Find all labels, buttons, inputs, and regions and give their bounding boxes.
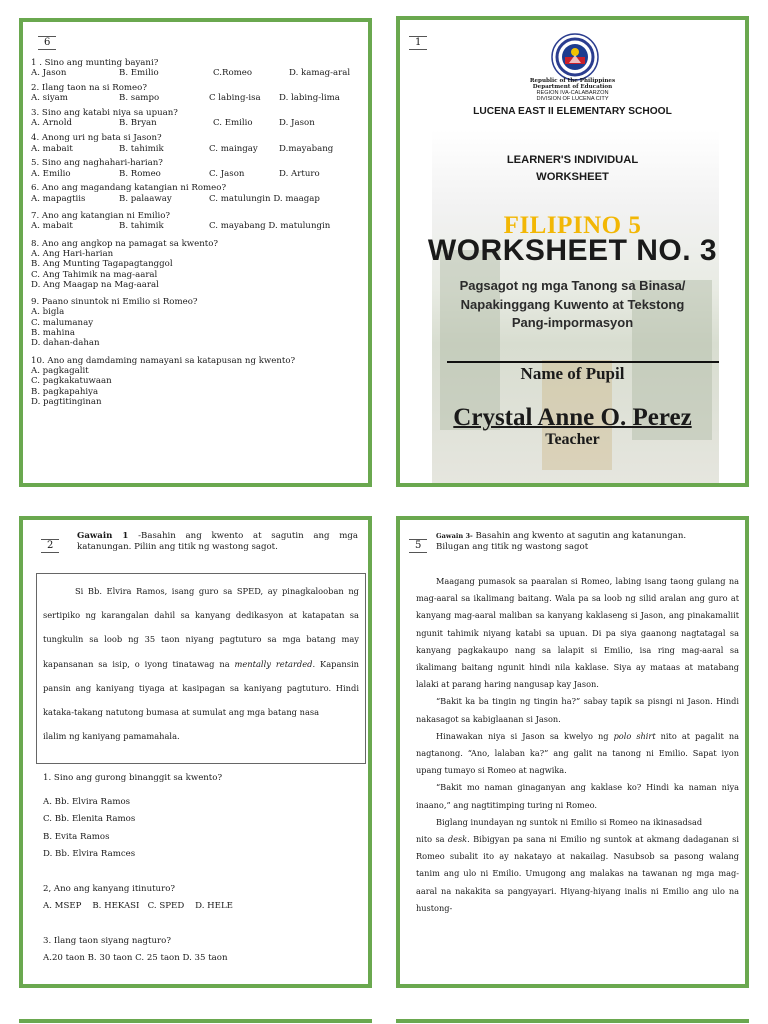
page-number: 6 <box>38 36 56 50</box>
question-3: 3. Ilang taon siyang nagturo? A.20 taon B. 30 taon C. 25 taon D. 35 taon <box>43 935 228 963</box>
worksheet-page-5 <box>396 516 749 988</box>
teacher-label: Teacher <box>545 431 600 448</box>
worksheet-number: WORKSHEET NO. 3 <box>427 234 718 267</box>
question-4: 4. Anong uri ng bata si Jason? A. mabait B. tahimik C. maingay D.mayabang <box>31 133 334 154</box>
worksheet-cover-page <box>396 16 749 487</box>
story-passage: Maagang pumasok sa paaralan si Romeo, labing isang taong gulang na mag-aaral sa ikalimang baitang. Wala pa sa loob ng silid aralan ang guro at kanyang mag-aaral maliban sa kanyang kaklaseng si Jason, ang pinakamaliit ngunit tahimik niyang katabi sa upuan. Di pa siya gaanong nagtatagal sa kanyang pagkakaupo nang sa lalapit si Emilio, isa ring mag-aaral sa ikalimang baitang ngunit hindi nila kaklase. Siya ay mataas at matabang lalaki at parang haring nangusap kay Jason. “Bakit ka ba tingin ng tingin ha?” sabay tapik sa pisngi ni Jason. Hindi nakasagot sa kabiglaanan si Jason. Hinawakan niya si Jason sa kwelyo ng polo shirt nito at pagalit na nagtanong. “Ano, lalaban ka?” ang galit na tanong ni Emilio. Sapat iyon upang tumayo si Romeo at nagwika. “Bakit mo naman ginaganyan ang kaklase ko? Hindi ka naman niya inaano,” ang nagtitimping turing ni Romeo. Biglang inundayan ng suntok ni Emilio si Romeo na ikinasadsad nito sa desk. Bibigyan pa sana ni Emilio ng suntok at akmang dadaganan si Romeo subalit ito ay nakatayo at nakailag. Nasubsob sa pasong walang tanim ang ulo ni Emilio. Umugong ang malakas na tawanan ng mga mag-aaral na nakakita sa pangyayari. Hiyang-hiyang inalis ni Emilio ang ulo na hustong- <box>416 576 739 913</box>
question-8: 8. Ano ang angkop na pamagat sa kwento? A. Ang Hari-harian B. Ang Munting Tagapagtanggol C. Ang Tahimik na mag-aaral D. Ang Maagap na Mag-aaral <box>31 238 219 290</box>
page-number: 5 <box>409 539 427 553</box>
teacher-name: Crystal Anne O. Perez <box>453 404 692 431</box>
division-text: DIVISION OF LUCENA CITY <box>536 96 609 102</box>
question-1: 1. Sino ang gurong binanggit sa kwento? A. Bb. Elvira Ramos C. Bb. Elenita Ramos B. Evita Ramos D. Bb. Elvira Ramces <box>43 773 223 859</box>
question-9: 9. Paano sinuntok ni Emilio si Romeo? A. bigla C. malumanay B. mahina D. dahan-dahan <box>31 297 198 349</box>
question-1: 1 . Sino ang munting bayani? A. Jason B. Emilio C.Romeo D. kamag-aral <box>31 58 351 79</box>
quiz-questions <box>31 58 362 412</box>
name-of-pupil-label: Name of Pupil <box>520 364 625 383</box>
gawain-1-instructions: Gawain 1 -Basahin ang kwento at sagutin ang mga katanungan. Piliin ang titik ng wastong sagot. <box>77 531 359 552</box>
question-10: 10. Ano ang damdaming namayani sa katapusan ng kwento? A. pagkagalit C. pagkakatuwaan B. pagkapahiya D. pagtitinginan <box>31 355 296 407</box>
page-number: 2 <box>41 539 59 553</box>
gawain-1-questions <box>43 770 358 968</box>
name-line <box>447 361 719 363</box>
worksheet-page-2 <box>19 516 372 988</box>
region-text: REGION IVA-CALABARZON <box>536 90 609 96</box>
next-page-border-left <box>19 1019 372 1024</box>
republic-text: Republic of the Philippines <box>529 78 616 84</box>
department-text: Department of Education <box>532 84 613 90</box>
passage-text: Si Bb. Elvira Ramos, isang guro sa SPED, ay pinagkalooban ng sertipiko ng karangalan dahil sa kanyang dedikasyon at katapatan sa tungkulin sa loob ng 35 taon niyang pagtuturo sa mga batang may kapansanan sa isip, o iyong tinatawag na mentally retarded. Kapansin pansin ang kaniyang tiyaga at kasipagan sa kaniyang pagtuturo. Hindi kataka-takang natutong bumasa at sumulat ang mga batang nasa <box>43 586 359 718</box>
deped-seal-icon <box>551 33 599 81</box>
question-3: 3. Sino ang katabi niya sa upuan? A. Arnold B. Bryan C. Emilio D. Jason <box>31 108 315 129</box>
subject-title: FILIPINO 5 <box>503 212 642 239</box>
reading-passage-box: Si Bb. Elvira Ramos, isang guro sa SPED, ay pinagkalooban ng sertipiko ng karangalan dahil sa kanyang dedikasyon at katapatan sa tungkulin sa loob ng 35 taon niyang pagtuturo sa mga batang may kapansanan sa isip, o iyong tinatawag na mentally retarded. Kapansin pansin ang kaniyang tiyaga at kasipagan sa kaniyang pagtuturo. Hindi kataka-takang natutong bumasa at sumulat ang mga batang nasa ilalim ng kaniyang pamamahala. <box>36 573 366 764</box>
question-2: 2. Ilang taon na si Romeo? A. siyam B. sampo C labing-isa D. labing-lima <box>31 83 340 104</box>
page-number: 1 <box>409 36 427 50</box>
gawain-3-instructions: Gawain 3- Basahin ang kwento at sagutin ang katanungan. Bilugan ang titik ng wastong sagot <box>436 531 687 552</box>
school-name: LUCENA EAST II ELEMENTARY SCHOOL <box>473 106 672 117</box>
next-page-border-right <box>396 1019 749 1024</box>
question-7: 7. Ano ang katangian ni Emilio? A. mabait B. tahimik C. mayabang D. matulungin <box>31 211 331 232</box>
lis-heading: LEARNER'S INDIVIDUAL WORKSHEET <box>506 154 639 183</box>
topic-title: Pagsagot ng mga Tanong sa Binasa/ Napakinggang Kuwento at Tekstong Pang-impormasyon <box>459 278 686 330</box>
question-2: 2, Ano ang kanyang itinuturo? A. MSEP B. HEKASI C. SPED D. HELE <box>43 883 233 911</box>
question-5: 5. Sino ang naghahari-harian? A. Emilio B. Romeo C. Jason D. Arturo <box>31 158 320 179</box>
worksheet-page-6 <box>19 18 372 487</box>
question-6: 6. Ano ang magandang katangian ni Romeo? A. mapagtiis B. palaaway C. matulungin D. maagap <box>31 183 320 204</box>
